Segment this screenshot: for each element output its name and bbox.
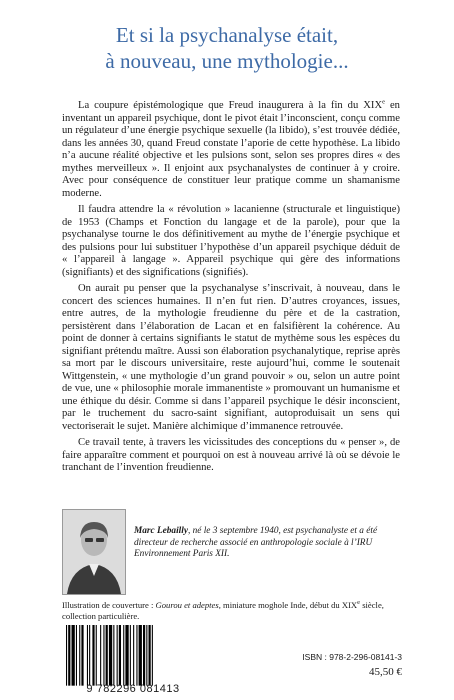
back-cover-title xyxy=(0,22,454,74)
barcode-bar xyxy=(92,625,94,686)
barcode-bar xyxy=(117,625,118,686)
barcode-bar xyxy=(76,625,77,686)
blurb-paragraph-3: On aurait pu penser que la psychanalyse s’inscrivait, à nouveau, dans le concert des sciences humaines. Il n’en fut rien. D’autres croyances, issues, entre autres, de la mythologie freudienne du père et de la castration, persistèrent dans l’élaboration de Lacan et en falsifièrent la cohérence. Au point de donner à certains signifiants le statut de mythème sous les espèces du signifiant prétendu maître. Aussi son élaboration psychanalytique, reprise après sa mort par le discours universitaire, reste aujourd’hui, comme le soutenait Wittgenstein, « une mythologie d’un grand pouvoir » ou, selon un autre point de vue, une « philosophie morale immanentiste » promouvant un humanisme et une éthique du désir. Comme si dans l’appareil psychique le désir inconscient, par le truchement du sacro-saint signifiant, autoproduisait un sens qui vectoriserait le sujet. Manière alchimique d’immanence retrouvée. xyxy=(62,283,400,432)
barcode-bar xyxy=(87,625,88,686)
barcode-bar xyxy=(123,625,124,686)
barcode-bar xyxy=(79,625,80,686)
barcode-bar xyxy=(143,625,145,686)
barcode-bar xyxy=(146,625,147,686)
blurb-paragraph-1: La coupure épistémologique que Freud inaugurera à la fin du XIXe en inventant un appareil psychique, dont le pivot était l’inconscient, conçu comme un régulateur d’une énergie psychique sexuelle (la libido), s’est trouvée dédiée, dans les années 30, quand Freud constate l’aporie de cette hypothèse. La libido n’a aucune réalité objective et les pulsions sont, selon ses propres dires « des mythes merveilleux ». Il enjoint aux psychanalystes de continuer à y croire. Avec pour conséquence de constituer leur pratique comme un shamanisme moderne. xyxy=(62,98,400,199)
barcode-bar xyxy=(139,625,142,686)
author-photo xyxy=(62,509,126,595)
barcode-bar xyxy=(100,625,101,686)
barcode-bar xyxy=(103,625,104,686)
barcode-bar xyxy=(149,625,151,686)
barcode-icon xyxy=(62,625,202,690)
barcode-digits: 9 782296 081413 xyxy=(86,683,180,695)
title-line-1: Et si la psychanalyse était, xyxy=(115,23,339,47)
barcode-bar xyxy=(130,625,131,686)
barcode-bar xyxy=(68,625,70,686)
barcode-bar xyxy=(96,625,97,686)
barcode-bar xyxy=(66,625,67,686)
illustration-work-title: Gourou et adeptes xyxy=(155,600,219,610)
price: 45,50 € xyxy=(369,666,402,678)
isbn: ISBN : 978-2-296-08141-3 xyxy=(302,652,402,662)
barcode-bar xyxy=(109,625,112,686)
barcode-bar xyxy=(152,625,153,686)
title-line-2: à nouveau, une mythologie... xyxy=(105,49,349,73)
barcode-bar xyxy=(89,625,90,686)
barcode-bar xyxy=(133,625,134,686)
barcode-bar xyxy=(72,625,75,686)
illustration-prefix: Illustration de couverture : xyxy=(62,600,156,610)
barcode-bar xyxy=(119,625,121,686)
author-portrait-icon xyxy=(63,510,125,594)
barcode-bar xyxy=(106,625,108,686)
barcode-bar xyxy=(125,625,128,686)
barcode-bar xyxy=(113,625,114,686)
blurb-paragraph-4: Ce travail tente, à travers les vicissitudes des conceptions du « penser », de faire apparaître comment et pourquoi on est à nouveau arrivé là où se dévoie le tranchant de l’invention freudienne. xyxy=(62,437,400,473)
blurb xyxy=(62,100,400,479)
illustration-suffix: , miniature moghole Inde, début du XIXe siècle, collection particulière. xyxy=(62,599,384,621)
barcode-bar xyxy=(136,625,137,686)
barcode-bar xyxy=(81,625,83,686)
author-bio xyxy=(134,526,402,561)
author-bio-text: , né le 3 septembre 1940, est psychanalyste et a été directeur de recherche associé en anthropologie sociale à l’IRU Environnement Paris XII. xyxy=(134,526,378,559)
author-name: Marc Lebailly xyxy=(134,526,188,536)
blurb-paragraph-2: Il faudra attendre la « révolution » lacanienne (structurale et linguistique) de 1953 (Champs et Fonction du langage et de la parole), pour que la psychanalyse tourne le dos définitivement au mythe de l’énergie psychique et des pulsions pour lui substituer l’hypothèse d’un appareil psychique déduit de « l’appareil à langage ». Appareil psychique qui gère des informations (signifiants) et des significations (signifiés). xyxy=(62,204,400,278)
cover-illustration-credit xyxy=(62,600,402,622)
